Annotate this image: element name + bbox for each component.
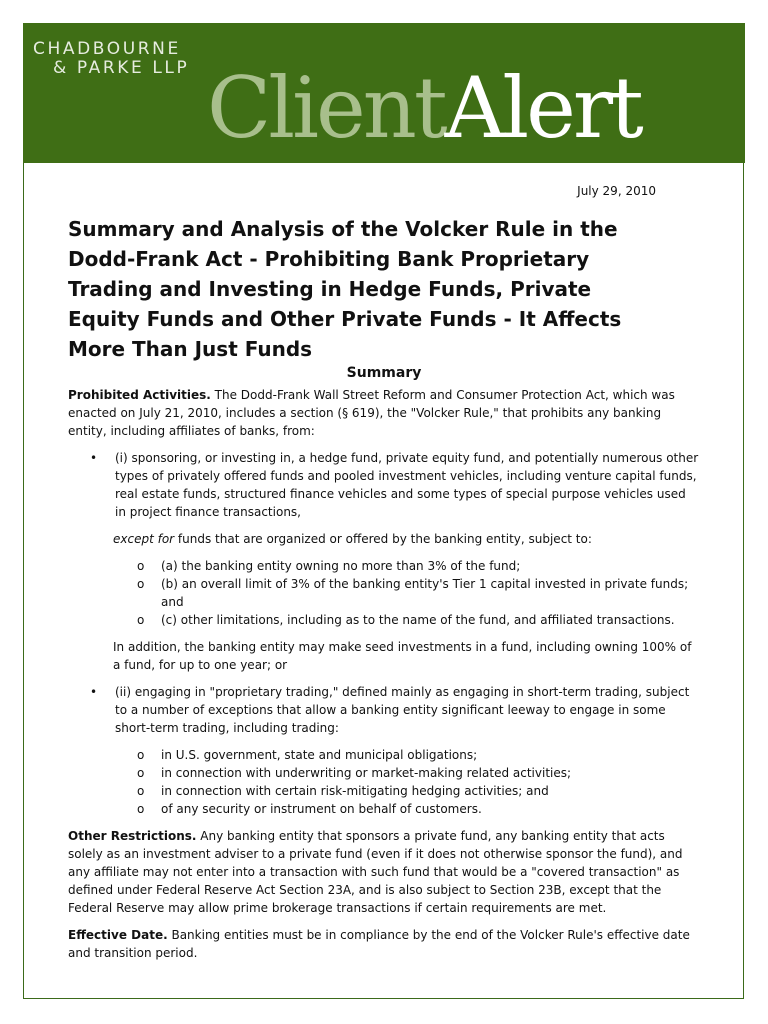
trading-exceptions-list [68,746,700,818]
list-item: o in connection with underwriting or market-making related activities; [137,766,572,780]
circle-bullet-icon: o [137,748,145,762]
bullet-text: (ii) engaging in "proprietary trading," defined mainly as engaging in short-term trading, subject to a number of exceptions that allow a banking entity significant leeway to engage in some short-term trading, including trading: [115,685,690,735]
seed-investment-paragraph: In addition, the banking entity may make seed investments in a fund, including owning 100% of a fund, for up to one year; or [113,640,692,672]
client-alert-logo [207,60,641,156]
list-item: o in U.S. government, state and municipal obligations; [137,748,478,762]
firm-logo [33,40,189,78]
list-item: o (b) an overall limit of 3% of the banking entity's Tier 1 capital invested in private funds; and [137,577,689,609]
paragraph-prohibited-activities [68,386,700,440]
circle-bullet-icon: o [137,766,145,780]
list-item: o of any security or instrument on behalf of customers. [137,802,482,816]
circle-bullet-icon: o [137,784,145,798]
bullet-text: (i) sponsoring, or investing in, a hedge fund, private equity fund, and potentially numerous other types of privately offered funds and pooled investment vehicles, including venture capital funds, real estate funds, structured finance vehicles and some types of special purpose vehicles used in project finance transactions, [115,451,699,519]
text-effective-date: Banking entities must be in compliance by the end of the Volcker Rule's effective date and transition period. [68,928,690,960]
circle-bullet-icon: o [137,577,145,591]
bullet-item-proprietary-trading [68,683,700,737]
bullet-item-funds [68,449,700,521]
section-heading-summary: Summary [346,365,422,381]
except-italic: except for [113,532,175,546]
circle-bullet-icon: o [137,559,145,573]
except-text: funds that are organized or offered by the banking entity, subject to: [174,532,592,546]
label-effective-date: Effective Date. [68,928,168,942]
paragraph-other-restrictions [68,827,700,917]
brand-alert-text: Alert [444,59,641,157]
circle-bullet-icon: o [137,802,145,816]
text-prohibited-activities: The Dodd-Frank Wall Street Reform and Consumer Protection Act, which was enacted on July 21, 2010, includes a section (§ 619), the "Volcker Rule," that prohibits any banking entity, including affiliates of banks, from: [68,388,675,438]
label-prohibited-activities: Prohibited Activities. [68,388,211,402]
firm-name-line1: CHADBOURNE [33,39,181,59]
fund-limits-list [68,557,700,629]
paragraph-effective-date [68,926,700,962]
except-paragraph [68,530,700,548]
text-other-restrictions: Any banking entity that sponsors a private fund, any banking entity that acts solely as an investment adviser to a private fund (even if it does not otherwise sponsor the fund), and any affiliate may not enter into a transaction with such fund that would be a "covered transaction" as defined under Federal Reserve Act Section 23A, and is also subject to Section 23B, except that the Federal Reserve may allow prime brokerage transactions if certain requirements are met. [68,829,683,915]
firm-name-line2: & PARKE LLP [53,58,190,78]
label-other-restrictions: Other Restrictions. [68,829,197,843]
publication-date: July 29, 2010 [577,184,656,198]
list-item: o (c) other limitations, including as to the name of the fund, and affiliated transactions. [137,613,675,627]
list-item: o (a) the banking entity owning no more than 3% of the fund; [137,559,521,573]
document-body [68,386,700,971]
brand-client-text: Client [207,59,445,157]
bullet-icon: • [90,451,98,465]
list-item: o in connection with certain risk-mitigating hedging activities; and [137,784,549,798]
bullet-icon: • [90,685,98,699]
circle-bullet-icon: o [137,613,145,627]
document-title: Summary and Analysis of the Volcker Rule in the Dodd-Frank Act - Prohibiting Bank Proprietary Trading and Investing in Hedge Funds, Private Equity Funds and Other Private Funds - It Affects More Than Just Funds [68,217,622,361]
